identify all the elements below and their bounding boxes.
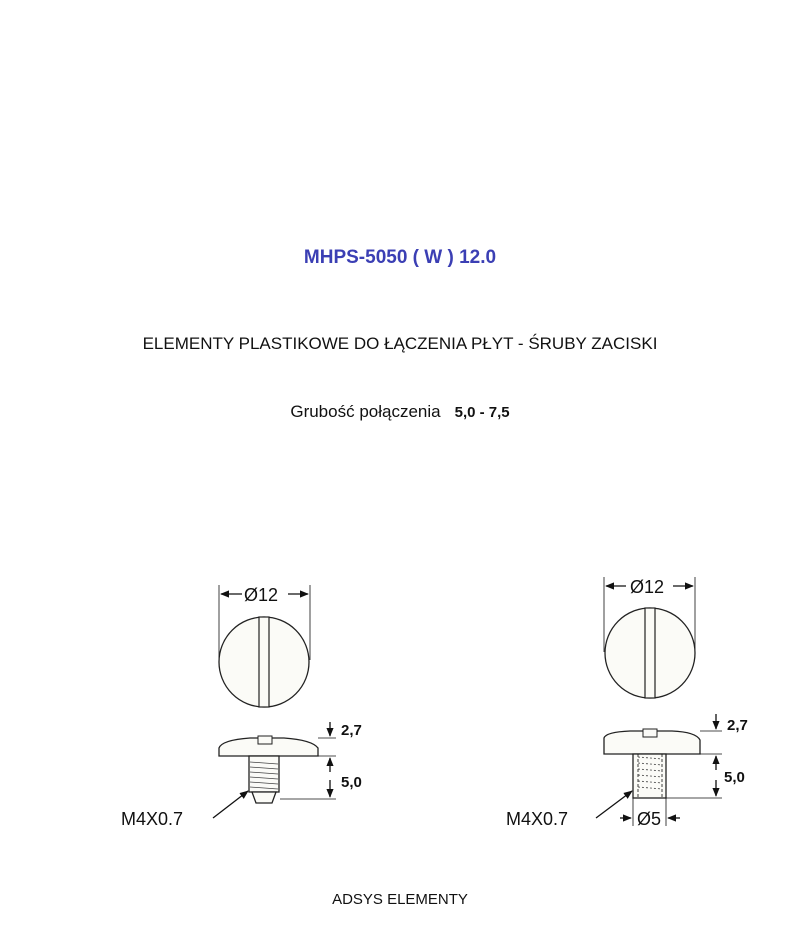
thickness-label: Grubość połączenia — [290, 402, 441, 421]
product-title: MHPS-5050 ( W ) 12.0 — [303, 247, 497, 268]
right-shank-diameter-label: Ø5 — [637, 809, 662, 829]
right-thread-length-label: 5,0 — [724, 769, 745, 786]
left-diameter-label: Ø12 — [244, 585, 279, 605]
footer-text: ADSYS ELEMENTY — [332, 891, 468, 908]
left-drawing — [121, 585, 362, 829]
right-head-height-label: 2,7 — [727, 717, 748, 734]
left-slot — [259, 617, 269, 707]
right-drawing — [506, 577, 748, 829]
left-thread-length-label: 5,0 — [341, 774, 362, 791]
right-thread-label: M4X0.7 — [506, 809, 569, 829]
right-slot — [645, 608, 655, 698]
left-head-height-label: 2,7 — [341, 722, 362, 739]
left-side-view — [219, 736, 318, 803]
right-side-view — [604, 729, 700, 798]
product-subtitle: ELEMENTY PLASTIKOWE DO ŁĄCZENIA PŁYT - ŚRUBY ZACISKI — [142, 334, 658, 353]
left-thread-label: M4X0.7 — [121, 809, 184, 829]
thickness-value: 5,0 - 7,5 — [454, 404, 510, 421]
right-diameter-label: Ø12 — [630, 577, 665, 597]
